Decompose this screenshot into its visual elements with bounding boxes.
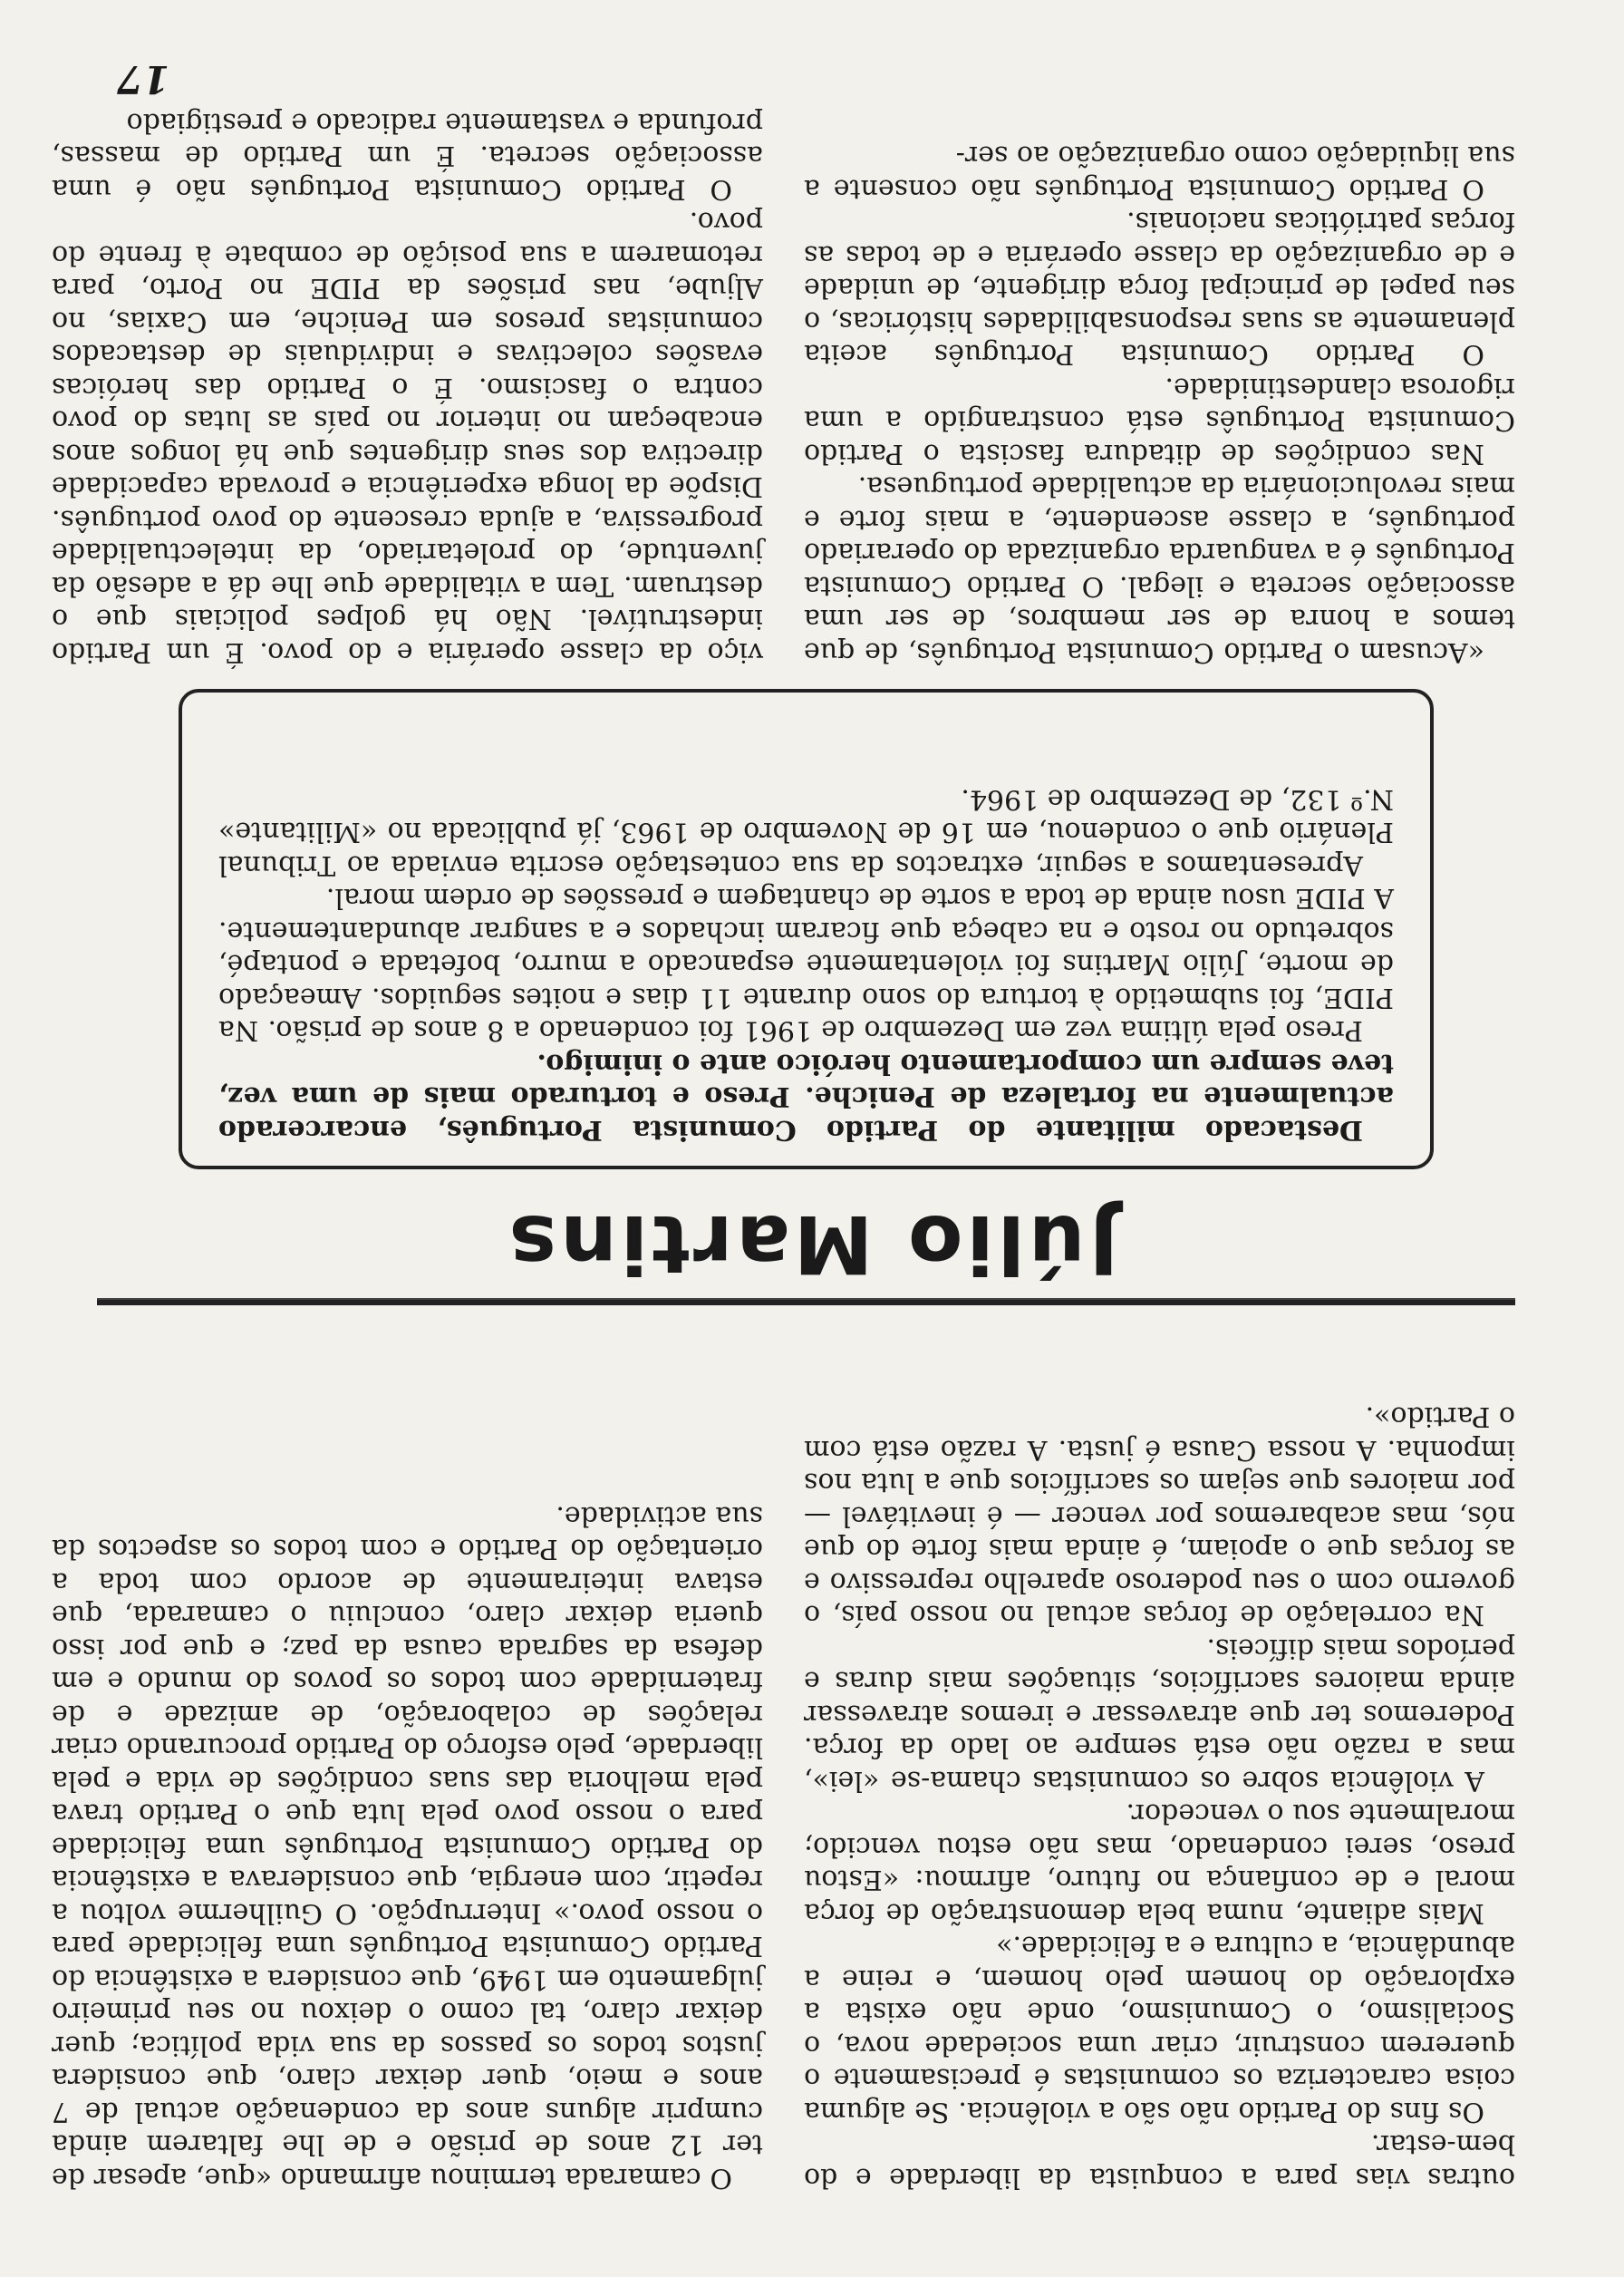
paragraph: outras vias para a conquista da liberdade e do bem-estar. <box>804 2128 1515 2194</box>
top-right-column <box>52 1499 763 2195</box>
paragraph: «Acusam o Partido Comunista Português, de que temos a honra de ser membros, de ser uma associação secreta e ilegal. O Partido Comunista Português é a vanguarda organizada do operariado português, a classe ascendente, a mais forte e mais revolucionária da actualidade portuguesa. <box>804 470 1515 668</box>
intro-paragraph: Preso pela última vez em Dezembro de 1961 foi condenado a 8 anos de prisão. Na PIDE, foi submetido à tortura do sono durante 11 dias e noites seguidos. Ameaçado de morte, Júlio Martins foi violentamente espancado a murro, bofetada e pontapé, sobretudo no rosto e na cabeça que ficaram inchados e a sangrar abundantemente. A PIDE usou ainda de toda a sorte de chantagem e pressões de ordem moral. <box>218 882 1394 1047</box>
paragraph: Mais adiante, numa bela demonstração de força moral e de confiança no futuro, afirmou: «Estou preso, serei condenado, mas não estou vencido; moralmente sou o vencedor. <box>804 1797 1515 1929</box>
paragraph: Os fins do Partido não são a violência. Se alguma coisa caracteriza os comunistas é precisamente o quererem construir, criar uma sociedade nova, o Socialismo, o Comunismo, onde não exista a exploração do homem pelo homem, e reine a abundância, a cultura e a felicidade.» <box>804 1930 1515 2127</box>
intro-paragraph: Destacado militante do Partido Comunista Português, encarcerado actualmente na fortaleza de Peniche. Preso e torturado mais de uma vez, teve sempre um comportamento heróico ante o inimigo. <box>218 1048 1394 1146</box>
page-number: 17 <box>116 57 169 102</box>
intro-paragraph: Apresentamos a seguir, extractos da sua contestação escrita enviada ao Tribunal Plenário que o condenou, em 16 de Novembro de 1963, já publicada no «Militante» N.º 132, de Dezembro de 1964. <box>218 783 1394 881</box>
paragraph: A violência sobre os comunistas chama-se «lei», mas a razão não está sempre ao lado da força. Poderemos ter que atravessar e iremos atravessar ainda maiores sacrifícios, situações mais duras e períodos mais difíceis. <box>804 1633 1515 1797</box>
paragraph: O Partido Comunista Português não é uma associação secreta. É um Partido de massas, profunda e vastamente radicado e prestigiado <box>52 107 763 205</box>
paragraph: O camarada terminou afirmando «que, apesar de ter 12 anos de prisão e de lhe faltarem ainda cumprir alguns anos da condenação actual de 7 anos e meio, quer deixar claro, que considera justos todos os passos da sua vida política; quer deixar claro, tal como o deixou no seu primeiro julgamento em 1949, que considera a existência do Partido Comunista Português uma felicidade para o nosso povo.» Interrupção. O Guilherme voltou a repetir, com energia, que considerava a existência do Partido Comunista Português uma felicidade para o nosso povo pela luta que o Partido trava pela melhoria das suas condições de vida e pela liberdade, pelo esforço do Partido procurando criar relações de colaboração, de amizade e de fraternidade com todos os povos do mundo e em defesa da sagrada causa da paz; e que por isso queria deixar claro, concluiu o camarada, que estava inteiramente de acordo com toda a orientação do Partido e com todos os aspectos da sua actividade. <box>52 1500 763 2194</box>
bottom-right-column <box>52 106 763 669</box>
section-rule <box>97 1298 1515 1305</box>
article-title: Júlio Martins <box>505 1197 1119 1291</box>
paragraph: Nas condições de ditadura fascista o Partido Comunista Português está constrangido a uma rigorosa clandestinidade. <box>804 372 1515 470</box>
intro-box <box>179 689 1434 1169</box>
paragraph: O Partido Comunista Português não consente a sua liquidação como organização ao ser- <box>804 140 1515 205</box>
paragraph: Na correlação de forças actual no nosso país, o governo com o seu poderoso aparelho repressivo e as forças que o apoiam, é ainda mais forte do que nós, mas acabaremos por vencer — é inevitável — por maiores que sejam os sacrifícios que a luta nos imponha. A nossa Causa é justa. A razão está com o Partido». <box>804 1400 1515 1632</box>
top-left-column <box>804 1400 1515 2194</box>
paragraph: viço da classe operária e do povo. É um Partido indestrutível. Não há golpes policiais que o destruam. Tem a vitalidade que lhe dá a adesão da juventude, do proletariado, da intelectualidade progressiva, a ajuda crescente do povo português. Dispõe da longa experiência e provada capacidade directiva dos seus dirigentes que há longos anos encabeçam no interior no país as lutas do povo contra o fascismo. É o Partido das heróicas evasões colectivas e individuais de destacados comunistas presos em Peniche, em Caxias, no Aljube, nas prisões da PIDE no Porto, para retomarem a sua posição de combate à frente do povo. <box>52 206 763 668</box>
bottom-left-column <box>804 139 1515 668</box>
paragraph: O Partido Comunista Português aceita plenamente as suas responsabilidades históricas, o seu papel de principal força dirigente, de unidade e de organização da classe operária e de todas as forças patrióticas nacionais. <box>804 206 1515 371</box>
